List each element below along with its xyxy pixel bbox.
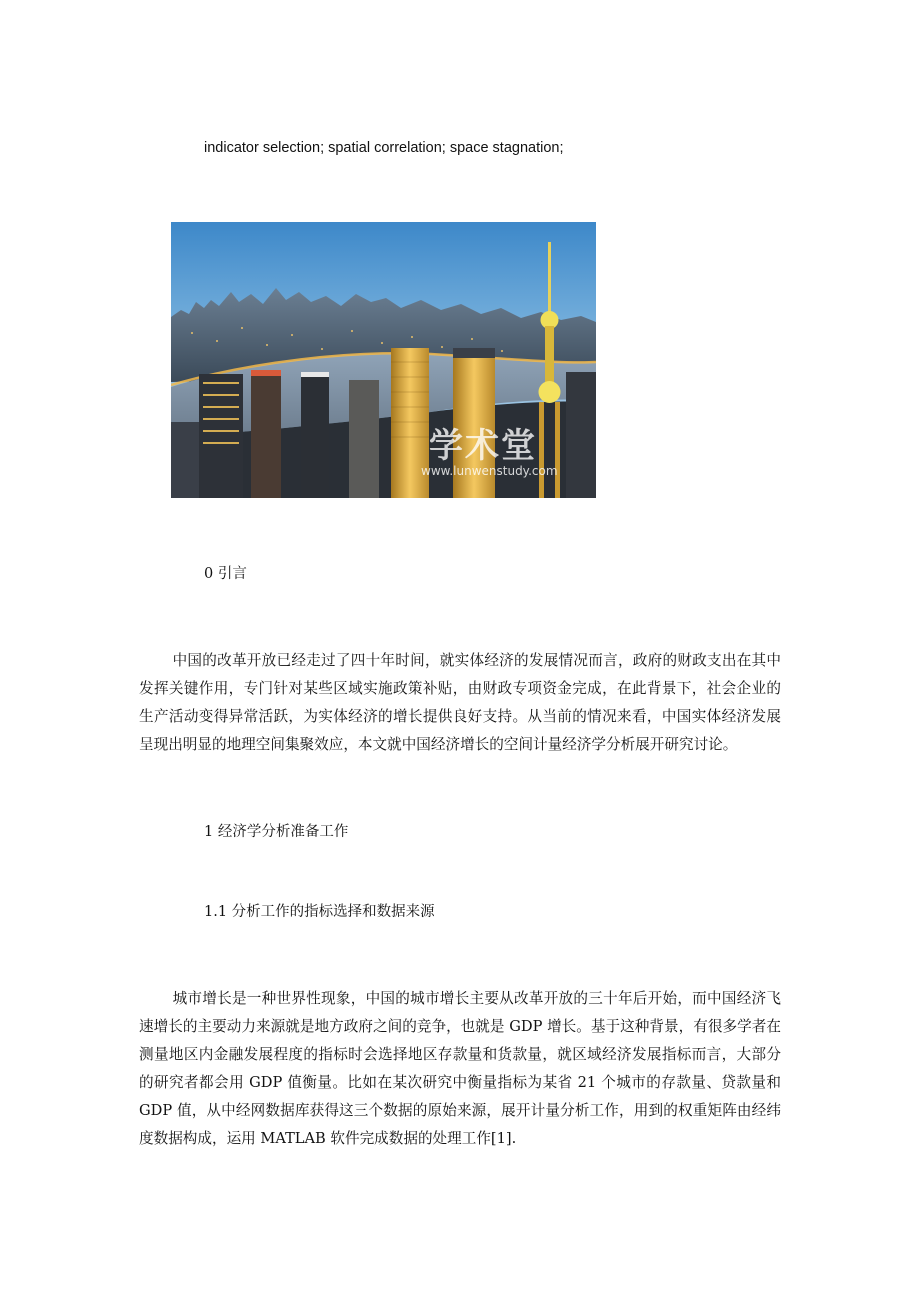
section1-1-paragraph: 城市增长是一种世界性现象，中国的城市增长主要从改革开放的三十年后开始，而中国经济飞速增长的主要动力来源就是地方政府之间的竞争，也就是 GDP 增长。基于这种背景，有很多学者在测量地区内金融发展程度的指标时会选择地区存款量和货款量，就区域经济发展指标而言，大部分的研究者都会用 GDP 值衡量。比如在某次研究中衡量指标为某省 21 个城市的存款量、贷款量和 GDP 值，从中经网数据库获得这三个数据的原始来源，展开计量分析工作，用到的权重矩阵由经纬度数据构成，运用 MATLAB 软件完成数据的处理工作[1].	[139, 989, 781, 1147]
section1-heading: 1 经济学分析准备工作	[204, 824, 349, 840]
keywords-line: indicator selection; spatial correlation; space stagnation;	[204, 140, 564, 156]
section1-1-heading: 1.1 分析工作的指标选择和数据来源	[204, 904, 435, 920]
intro-paragraph: 中国的改革开放已经走过了四十年时间，就实体经济的发展情况而言，政府的财政支出在其中发挥关键作用，专门针对某些区域实施政策补贴，由财政专项资金完成，在此背景下，社会企业的生产活动变得异常活跃，为实体经济的增长提供良好支持。从当前的情况来看，中国实体经济发展呈现出明显的地理空间集聚效应，本文就中国经济增长的空间计量经济学分析展开研究讨论。	[139, 651, 781, 753]
city-skyline-photo	[171, 222, 596, 498]
intro-heading: 0 引言	[204, 566, 247, 582]
watermark-url: www.lunwenstudy.com	[421, 464, 558, 478]
watermark-logo: 学术堂	[429, 426, 537, 466]
